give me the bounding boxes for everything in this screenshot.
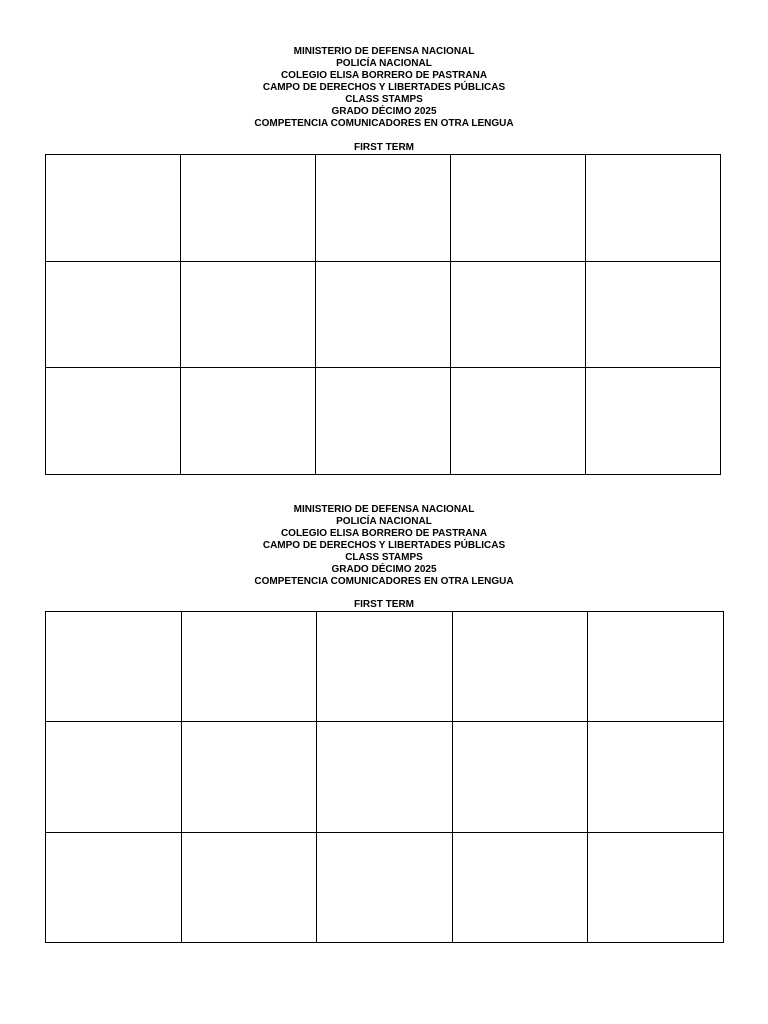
header-grade: GRADO DÉCIMO 2025	[331, 106, 437, 117]
header-grade: GRADO DÉCIMO 2025	[331, 564, 437, 575]
stamp-cell	[586, 368, 721, 475]
stamp-cell	[181, 722, 317, 832]
stamp-cell	[586, 155, 721, 262]
stamp-cell	[316, 155, 451, 262]
stamp-row	[46, 368, 721, 475]
stamp-row	[46, 155, 721, 262]
stamp-grid-1	[45, 154, 721, 475]
stamp-cell	[452, 722, 588, 832]
header-ministry: MINISTERIO DE DEFENSA NACIONAL	[293, 46, 475, 57]
header-field: CAMPO DE DERECHOS Y LIBERTADES PÚBLICAS	[262, 82, 506, 93]
stamp-cell	[46, 722, 182, 832]
stamp-cell	[588, 612, 724, 722]
header-school: COLEGIO ELISA BORRERO DE PASTRANA	[280, 70, 488, 81]
stamp-cell	[316, 368, 451, 475]
stamp-row	[46, 261, 721, 368]
term-label-1: FIRST TERM	[354, 142, 414, 153]
stamp-cell	[317, 722, 453, 832]
document-header-2	[0, 504, 768, 588]
stamp-cell	[46, 261, 181, 368]
stamp-cell	[588, 832, 724, 942]
stamp-cell	[316, 261, 451, 368]
stamp-cell	[586, 261, 721, 368]
header-title: CLASS STAMPS	[345, 94, 423, 105]
stamp-cell	[46, 368, 181, 475]
header-ministry: MINISTERIO DE DEFENSA NACIONAL	[293, 504, 475, 515]
stamp-row	[46, 722, 724, 832]
stamp-cell	[181, 612, 317, 722]
stamp-cell	[451, 155, 586, 262]
stamp-cell	[181, 832, 317, 942]
header-competence: COMPETENCIA COMUNICADORES EN OTRA LENGUA	[254, 118, 514, 129]
header-title: CLASS STAMPS	[345, 552, 423, 563]
stamp-cell	[46, 155, 181, 262]
stamp-cell	[451, 368, 586, 475]
stamp-cell	[452, 612, 588, 722]
header-police: POLICÍA NACIONAL	[336, 516, 432, 527]
stamp-cell	[317, 832, 453, 942]
stamp-cell	[588, 722, 724, 832]
header-police: POLICÍA NACIONAL	[336, 58, 432, 69]
stamp-cell	[181, 261, 316, 368]
document-header-1	[0, 46, 768, 130]
stamp-cell	[452, 832, 588, 942]
stamp-cell	[181, 368, 316, 475]
stamp-cell	[451, 261, 586, 368]
stamp-row	[46, 612, 724, 722]
header-field: CAMPO DE DERECHOS Y LIBERTADES PÚBLICAS	[262, 540, 506, 551]
stamp-cell	[317, 612, 453, 722]
stamp-cell	[181, 155, 316, 262]
stamp-cell	[46, 832, 182, 942]
stamp-cell	[46, 612, 182, 722]
header-school: COLEGIO ELISA BORRERO DE PASTRANA	[280, 528, 488, 539]
term-label-2: FIRST TERM	[354, 599, 414, 610]
stamp-grid-2	[45, 611, 724, 943]
header-competence: COMPETENCIA COMUNICADORES EN OTRA LENGUA	[254, 576, 514, 587]
stamp-row	[46, 832, 724, 942]
